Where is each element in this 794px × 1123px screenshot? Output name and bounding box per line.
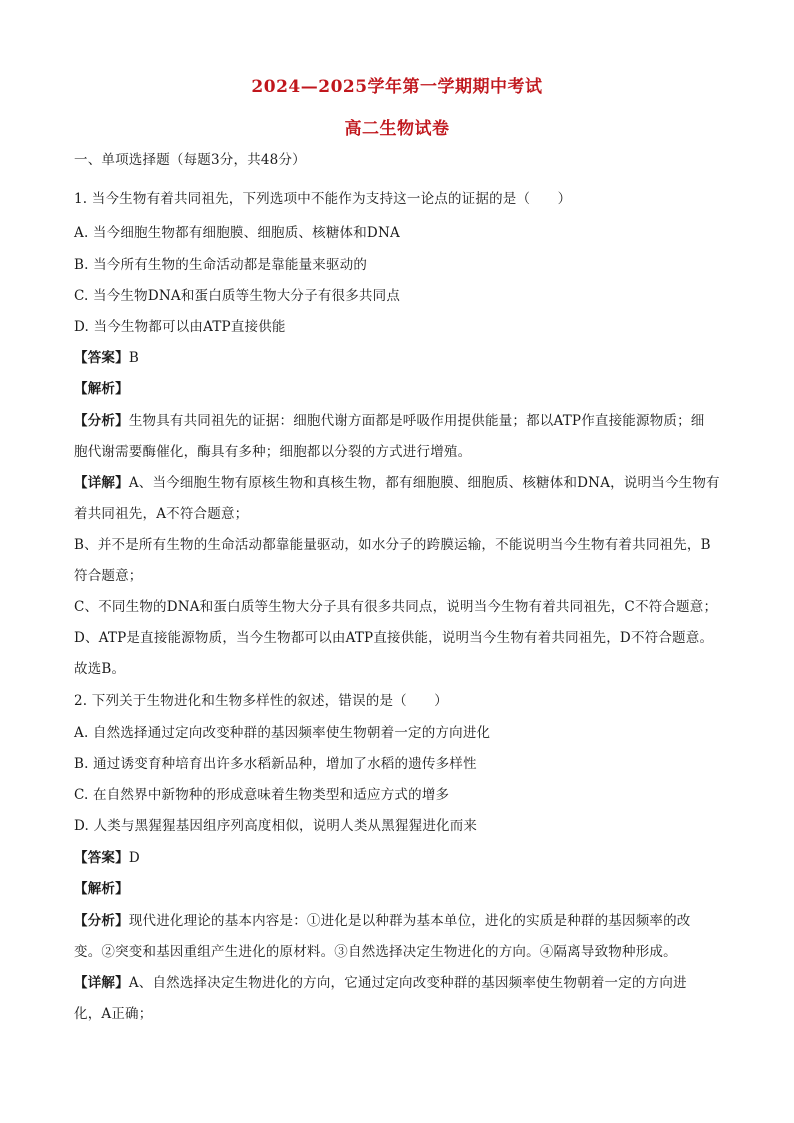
q1-xiangjie-label: 【详解】 [74, 475, 129, 491]
q1-xiangjie-line-6: D、ATP是直接能源物质，当今生物都可以由ATP直接供能，说明当今生物有着共同祖先，D不符合题意。 [74, 630, 714, 646]
exam-title: 2024—2025学年第一学期期中考试 [251, 77, 543, 97]
q2-xiangjie-line-2: 化，A正确； [74, 1006, 153, 1022]
q2-fenxi-line-1 [74, 912, 724, 930]
q1-option-d: D. 当今生物都可以由ATP直接供能 [74, 319, 286, 335]
q1-fenxi-text-1: 生物具有共同祖先的证据：细胞代谢方面都是呼吸作用提供能量；都以ATP作直接能源物质；细 [128, 413, 705, 429]
q2-answer-label: 【答案】 [74, 850, 129, 866]
q2-stem: 2. 下列关于生物进化和生物多样性的叙述，错误的是（ ） [74, 693, 448, 709]
q2-option-b: B. 通过诱变育种培育出许多水稻新品种，增加了水稻的遗传多样性 [74, 756, 477, 772]
q2-xiangjie-line-1 [74, 974, 724, 992]
q1-stem: 1. 当今生物有着共同祖先，下列选项中不能作为支持这一论点的证据的是（ ） [74, 191, 572, 207]
q2-xiangjie-label: 【详解】 [74, 975, 129, 991]
q2-answer-value: D [128, 850, 140, 866]
q1-xiangjie-line-4: 符合题意； [74, 568, 143, 584]
q1-analysis-label [74, 380, 724, 398]
q2-analysis-label [74, 880, 724, 898]
q1-option-a: A. 当今细胞生物都有细胞膜、细胞质、核糖体和DNA [74, 225, 400, 241]
q2-fenxi-label: 【分析】 [74, 913, 129, 929]
q1-answer [74, 349, 724, 367]
q1-fenxi-line-2: 胞代谢需要酶催化，酶具有多种；细胞都以分裂的方式进行增殖。 [74, 444, 472, 460]
q1-option-c: C. 当今生物DNA和蛋白质等生物大分子有很多共同点 [74, 288, 401, 304]
q2-option-a: A. 自然选择通过定向改变种群的基因频率使生物朝着一定的方向进化 [74, 725, 491, 741]
q2-fenxi-text-1: 现代进化理论的基本内容是：①进化是以种群为基本单位，进化的实质是种群的基因频率的改 [128, 913, 691, 929]
q1-fenxi-label: 【分析】 [74, 413, 129, 429]
q1-xiangjie-line-1 [74, 474, 724, 492]
exam-subtitle: 高二生物试卷 [344, 119, 450, 139]
section-heading: 一、单项选择题（每题3分，共48分） [74, 152, 306, 168]
q1-analysis-heading: 【解析】 [74, 381, 129, 397]
q1-xiangjie-line-2: 着共同祖先，A不符合题意； [74, 506, 249, 522]
q2-fenxi-line-2: 变。②突变和基因重组产生进化的原材料。③自然选择决定生物进化的方向。④隔离导致物种形成。 [74, 944, 677, 960]
q1-fenxi-line-1 [74, 412, 724, 430]
q1-xiangjie-line-3: B、并不是所有生物的生命活动都靠能量驱动，如水分子的跨膜运输，不能说明当今生物有着共同祖先，B [74, 537, 711, 553]
q2-option-c: C. 在自然界中新物种的形成意味着生物类型和适应方式的增多 [74, 787, 450, 803]
q1-xiangjie-text-1: A、当今细胞生物有原核生物和真核生物，都有细胞膜、细胞质、核糖体和DNA，说明当今生物有 [128, 475, 720, 491]
q1-answer-label: 【答案】 [74, 350, 129, 366]
q2-answer [74, 849, 724, 867]
q2-analysis-heading: 【解析】 [74, 881, 129, 897]
q1-answer-value: B [128, 350, 139, 366]
q2-xiangjie-text-1: A、自然选择决定生物进化的方向，它通过定向改变种群的基因频率使生物朝着一定的方向进 [128, 975, 687, 991]
q2-option-d: D. 人类与黑猩猩基因组序列高度相似，说明人类从黑猩猩进化而来 [74, 818, 478, 834]
q1-option-b: B. 当今所有生物的生命活动都是靠能量来驱动的 [74, 257, 368, 273]
q1-conclusion: 故选B。 [74, 661, 126, 677]
q1-xiangjie-line-5: C、不同生物的DNA和蛋白质等生物大分子具有很多共同点，说明当今生物有着共同祖先，C不符合题意； [74, 599, 718, 615]
